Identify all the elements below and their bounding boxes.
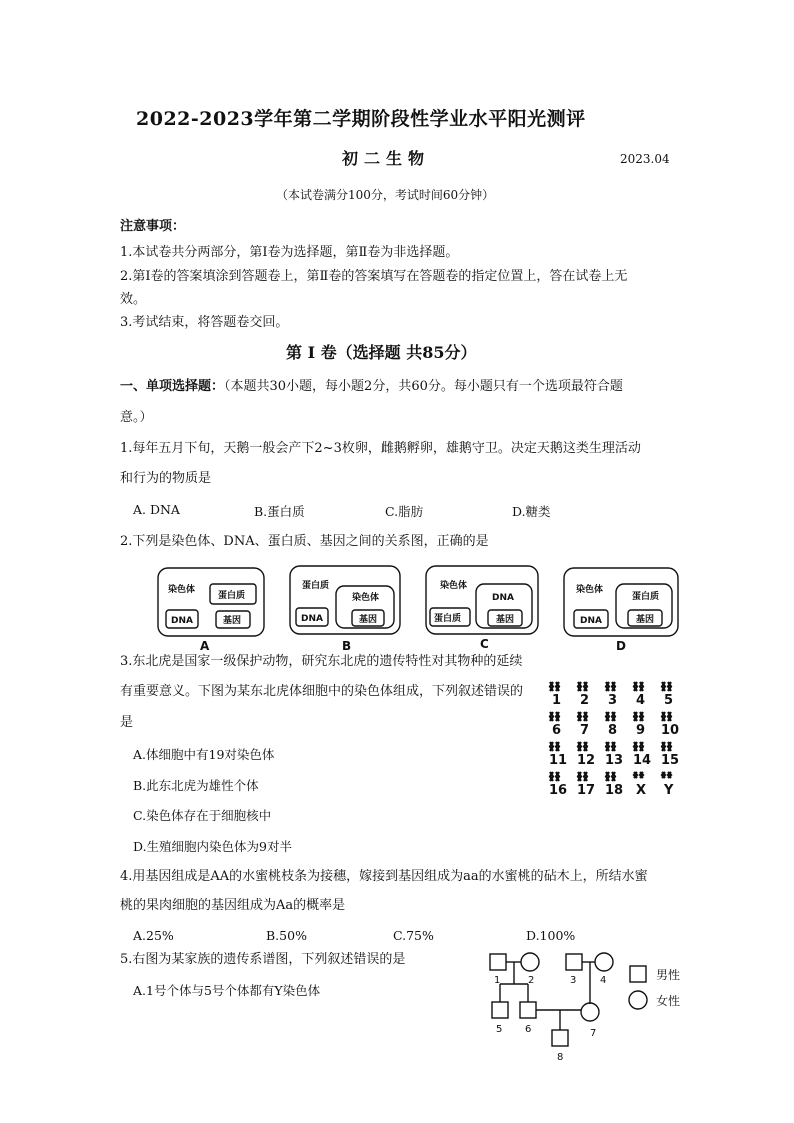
notice-item-2-cont: 效。 — [120, 292, 147, 307]
karyotype-label: 10 — [661, 723, 680, 738]
chromosome-pair-glyph — [578, 682, 587, 691]
karyotype-label: 15 — [661, 753, 680, 768]
exam-note: （本试卷满分100分，考试时间60分钟） — [276, 188, 495, 202]
pedigree-individual-4 — [595, 953, 613, 971]
chromosome-pair-glyph — [634, 712, 643, 721]
chromosome-pair-glyph — [606, 712, 615, 721]
diagram-d-dna: DNA — [580, 616, 602, 626]
pedigree-individual-7 — [581, 1003, 599, 1021]
diagram-label-b: B — [342, 639, 352, 653]
chromosome-pair-glyph — [662, 712, 671, 721]
notice-item-1: 1.本试卷共分两部分，第Ⅰ卷为选择题，第Ⅱ卷为非选择题。 — [120, 245, 459, 260]
pedigree-number-1: 1 — [494, 975, 501, 986]
q4-option-b: B.50% — [266, 928, 307, 943]
karyotype-label: 3 — [608, 693, 618, 708]
chromosome-pair-glyph — [634, 742, 643, 751]
legend-female-symbol — [629, 991, 647, 1009]
q4-option-d: D.100% — [526, 928, 576, 943]
karyotype-label: 4 — [636, 693, 646, 708]
q1-option-b: B.蛋白质 — [254, 504, 305, 519]
karyotype-label: 16 — [549, 783, 568, 798]
karyotype-label: 12 — [577, 753, 596, 768]
q1-option-d: D.糖类 — [512, 504, 551, 519]
diagram-a-chromosome: 染色体 — [168, 585, 196, 595]
diagram-d-protein: 蛋白质 — [632, 592, 660, 602]
diagram-b-dna: DNA — [301, 614, 323, 624]
diagram-b — [290, 566, 400, 634]
diagram-a-protein: 蛋白质 — [218, 591, 246, 601]
chromosome-pair-glyph — [550, 772, 559, 781]
diagram-b-protein: 蛋白质 — [302, 581, 330, 591]
diagram-b-gene: 基因 — [359, 615, 378, 625]
q3-stem-line1: 3.东北虎是国家一级保护动物，研究东北虎的遗传特性对其物种的延续 — [120, 654, 523, 669]
q4-option-a: A.25% — [133, 928, 174, 943]
section-intro-text2: 意。） — [120, 410, 153, 425]
karyotype-label: 13 — [605, 753, 624, 768]
chromosome-pair-glyph — [662, 772, 671, 778]
pedigree-individual-2 — [521, 953, 539, 971]
pedigree-number-5: 5 — [496, 1024, 503, 1035]
chromosome-pair-glyph — [662, 682, 671, 691]
q1-stem-line1: 1.每年五月下旬，天鹅一般会产下2~3枚卵，雌鹅孵卵，雄鹅守卫。决定天鹅这类生理活动 — [120, 441, 641, 456]
q4-stem-line2: 桃的果肉细胞的基因组成为Aa的概率是 — [120, 898, 346, 913]
karyotype-label: 2 — [580, 693, 590, 708]
diagram-c-chromosome: 染色体 — [440, 581, 468, 591]
karyotype-label: Y — [664, 783, 674, 798]
pedigree-individual-8 — [552, 1030, 568, 1046]
diagram-label-c: C — [480, 637, 489, 651]
legend-male-label: 男性 — [656, 968, 681, 982]
q2-stem: 2.下列是染色体、DNA、蛋白质、基因之间的关系图，正确的是 — [120, 534, 489, 549]
karyotype-label: 14 — [633, 753, 652, 768]
diagram-a-dna: DNA — [171, 616, 193, 626]
karyotype-label: 9 — [636, 723, 646, 738]
pedigree-number-3: 3 — [570, 975, 577, 986]
pedigree-individual-3 — [566, 954, 582, 970]
section-intro-text: （本题共30小题，每小题2分，共60分。每小题只有一个选项最符合题 — [224, 379, 623, 394]
notice-heading: 注意事项： — [120, 219, 186, 234]
diagram-b-chromosome: 染色体 — [352, 593, 380, 603]
chromosome-pair-glyph — [662, 742, 671, 751]
q1-stem-line2: 和行为的物质是 — [120, 471, 212, 486]
notice-item-2: 2.第Ⅰ卷的答案填涂到答题卷上，第Ⅱ卷的答案填写在答题卷的指定位置上，答在试卷上无 — [120, 269, 628, 284]
pedigree-number-6: 6 — [525, 1024, 532, 1035]
q3-karyotype-figure — [544, 680, 694, 800]
exam-title: 2022-2023学年第二学期阶段性学业水平阳光测评 — [136, 108, 586, 130]
karyotype-label: 5 — [664, 693, 674, 708]
q3-option-a: A.体细胞中有19对染色体 — [133, 747, 275, 762]
section-title: 第 Ⅰ 卷（选择题 共85分） — [286, 343, 477, 362]
karyotype-label: X — [636, 783, 647, 798]
diagram-a-gene: 基因 — [223, 616, 242, 626]
q3-stem-line2: 有重要意义。下图为某东北虎体细胞中的染色体组成，下列叙述错误的 — [120, 684, 524, 699]
pedigree-number-4: 4 — [600, 975, 607, 986]
diagram-d-gene: 基因 — [636, 615, 655, 625]
karyotype-label: 7 — [580, 723, 590, 738]
karyotype-label: 18 — [605, 783, 624, 798]
pedigree-individual-5 — [492, 1002, 508, 1018]
q3-stem-line3: 是 — [120, 715, 134, 730]
chromosome-pair-glyph — [606, 682, 615, 691]
chromosome-pair-glyph — [578, 742, 587, 751]
chromosome-pair-glyph — [634, 772, 643, 778]
diagram-a — [158, 568, 264, 636]
chromosome-pair-glyph — [550, 712, 559, 721]
q5-stem: 5.右图为某家族的遗传系谱图，下列叙述错误的是 — [120, 952, 406, 967]
chromosome-pair-glyph — [634, 682, 643, 691]
karyotype-label: 8 — [608, 723, 618, 738]
diagram-d-chromosome: 染色体 — [576, 585, 604, 595]
karyotype-label: 6 — [552, 723, 562, 738]
legend-female-label: 女性 — [656, 994, 681, 1008]
q2-relationship-diagram — [150, 562, 690, 654]
chromosome-pair-glyph — [606, 772, 615, 781]
diagram-c-dna: DNA — [492, 593, 514, 603]
diagram-c — [426, 566, 538, 634]
q3-option-d: D.生殖细胞内染色体为9对半 — [133, 839, 293, 854]
pedigree-number-8: 8 — [557, 1052, 564, 1063]
q4-stem-line1: 4.用基因组成是AA的水蜜桃枝条为接穗，嫁接到基因组成为aa的水蜜桃的砧木上，所结水蜜 — [120, 869, 648, 884]
chromosome-pair-glyph — [578, 712, 587, 721]
chromosome-pair-glyph — [578, 772, 587, 781]
q4-option-c: C.75% — [393, 928, 434, 943]
q3-option-b: B.此东北虎为雄性个体 — [133, 778, 259, 793]
q5-pedigree-chart — [480, 944, 700, 1072]
diagram-c-gene: 基因 — [496, 615, 515, 625]
notice-item-3: 3.考试结束，将答题卷交回。 — [120, 315, 289, 330]
q5-option-a: A.1号个体与5号个体都有Y染色体 — [133, 983, 321, 998]
q3-option-c: C.染色体存在于细胞核中 — [133, 808, 272, 823]
legend-male-symbol — [630, 966, 646, 982]
karyotype-label: 1 — [552, 693, 562, 708]
chromosome-pair-glyph — [606, 742, 615, 751]
section-intro-label: 一、单项选择题： — [120, 379, 225, 394]
chromosome-pair-glyph — [550, 682, 559, 691]
pedigree-individual-6 — [520, 1002, 536, 1018]
pedigree-individual-1 — [490, 954, 506, 970]
chromosome-pair-glyph — [550, 742, 559, 751]
q1-option-a: A. DNA — [133, 502, 180, 517]
karyotype-label: 17 — [577, 783, 596, 798]
pedigree-number-7: 7 — [590, 1028, 597, 1039]
exam-date: 2023.04 — [620, 152, 670, 166]
diagram-label-a: A — [200, 639, 210, 653]
karyotype-label: 11 — [549, 753, 568, 768]
pedigree-number-2: 2 — [528, 975, 535, 986]
diagram-d — [564, 568, 678, 636]
q1-option-c: C.脂肪 — [385, 504, 424, 519]
subject-title: 初二生物 — [342, 149, 431, 168]
diagram-c-protein: 蛋白质 — [434, 614, 462, 624]
diagram-label-d: D — [616, 639, 626, 653]
